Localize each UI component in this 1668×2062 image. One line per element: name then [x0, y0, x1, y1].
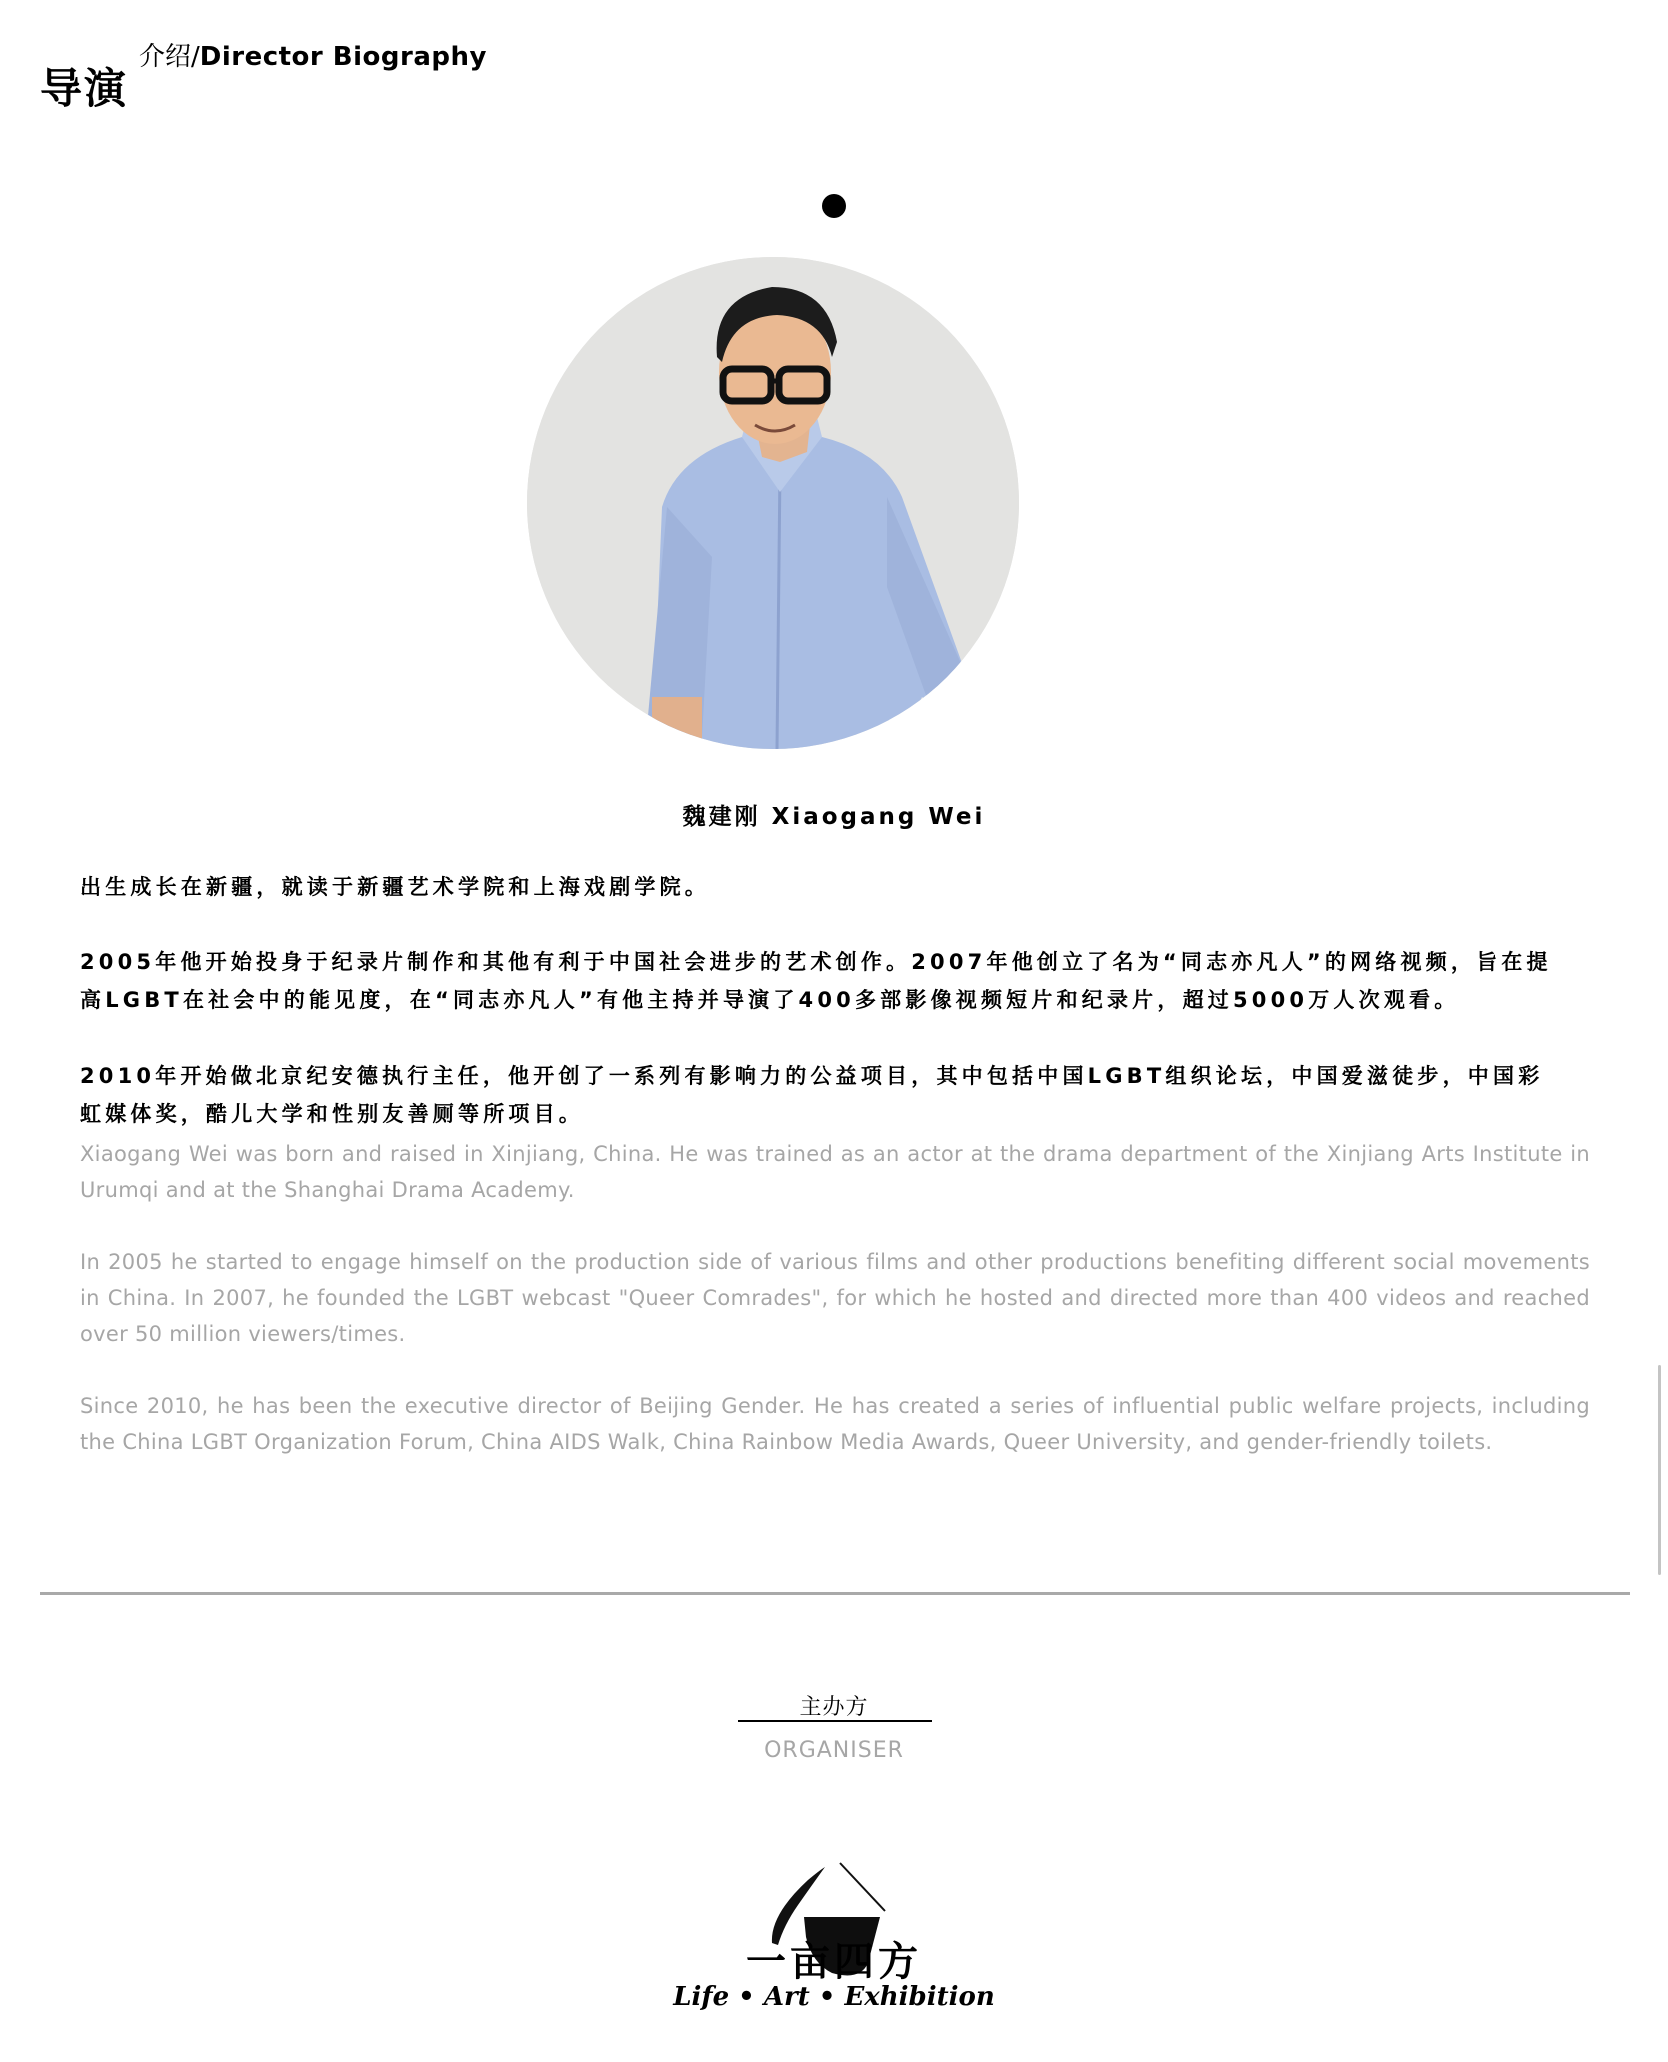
section-divider: [40, 1592, 1630, 1595]
bio-cn-line: 高LGBT在社会中的能见度，在“同志亦凡人”有他主持并导演了400多部影像视频短片和纪录片，超过5000万人次观看。: [80, 988, 1460, 1012]
section-dot-marker: [822, 194, 846, 218]
bio-cn-paragraph: [80, 943, 1590, 1019]
bio-en-line: In 2005 he started to engage himself on the production side of various films and other productions benefiting different social movements: [80, 1250, 1590, 1274]
bio-en-line: Since 2010, he has been the executive director of Beijing Gender. He has created a series of influential public welfare projects, including: [80, 1394, 1590, 1418]
director-name: 魏建刚 Xiaogang Wei: [682, 804, 986, 830]
bio-en-paragraph: [80, 1388, 1590, 1460]
organiser-label-en: ORGANISER: [764, 1738, 904, 1763]
subtitle-en: Director Biography: [199, 42, 487, 72]
bio-cn-line: 出生成长在新疆，就读于新疆艺术学院和上海戏剧学院。: [80, 875, 710, 899]
bio-cn-paragraph: [80, 1057, 1590, 1133]
organiser-underline: [738, 1720, 932, 1722]
organiser-label-cn: 主办方: [799, 1695, 869, 1720]
subtitle-cn: 介绍/: [139, 42, 200, 72]
bio-cn-paragraph: [80, 868, 1590, 906]
bio-cn-line: 虹媒体奖，酷儿大学和性别友善厕等所项目。: [80, 1102, 584, 1126]
page-subtitle: [139, 36, 487, 73]
bio-en-line: in China. In 2007, he founded the LGBT webcast "Queer Comrades", for which he hosted and directed more than 400 videos and reached: [80, 1286, 1590, 1310]
bio-en-paragraph: [80, 1244, 1590, 1352]
bio-en-line: Xiaogang Wei was born and raised in Xinjiang, China. He was trained as an actor at the drama department of the Xinjiang Arts Institute in: [80, 1142, 1590, 1166]
director-portrait: [527, 257, 1019, 749]
bio-cn-line: 2010年开始做北京纪安德执行主任，他开创了一系列有影响力的公益项目，其中包括中国LGBT组织论坛，中国爱滋徒步，中国彩: [80, 1064, 1544, 1088]
page-title: 导演: [40, 64, 129, 113]
bio-en-paragraph: [80, 1136, 1590, 1208]
bio-en-line: the China LGBT Organization Forum, China AIDS Walk, China Rainbow Media Awards, Queer University, and gender-friendly toilets.: [80, 1430, 1493, 1454]
bio-en-line: Urumqi and at the Shanghai Drama Academy.: [80, 1178, 575, 1202]
bio-cn-line: 2005年他开始投身于纪录片制作和其他有利于中国社会进步的艺术创作。2007年他创立了名为“同志亦凡人”的网络视频，旨在提: [80, 950, 1552, 974]
bio-en-line: over 50 million viewers/times.: [80, 1322, 406, 1346]
scrollbar-thumb[interactable]: [1658, 1365, 1661, 1575]
organiser-logo-en: Life • Art • Exhibition: [673, 1982, 995, 2012]
organiser-logo-cn: 一亩四方: [746, 1938, 922, 1985]
